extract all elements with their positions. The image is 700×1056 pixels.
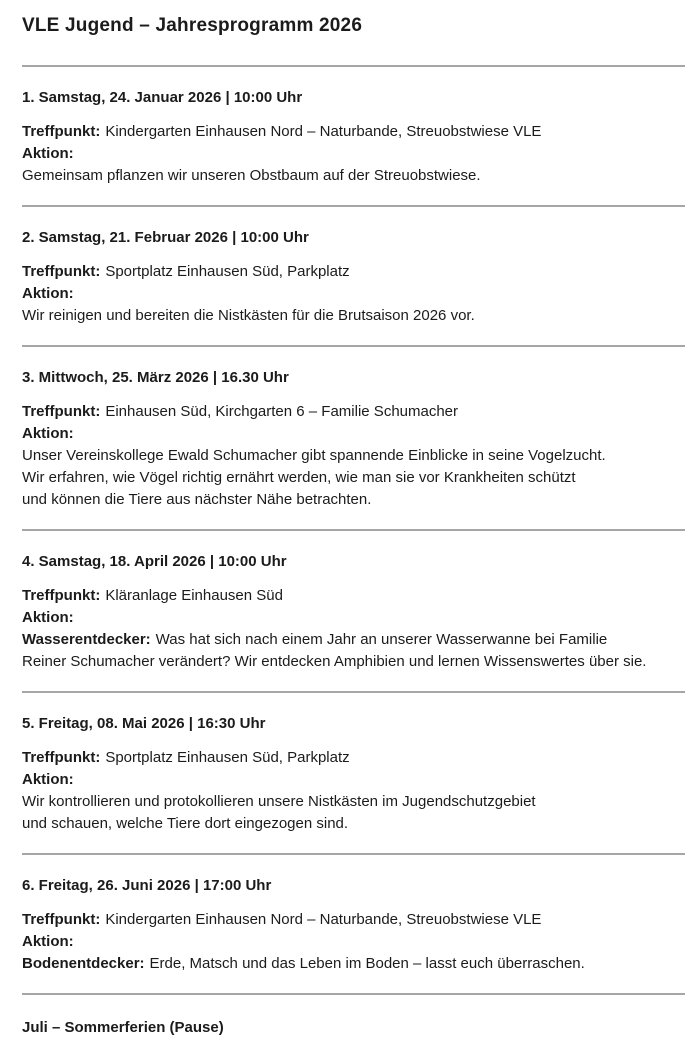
event-entry [22, 551, 685, 673]
treffpunkt-label: Treffpunkt: [22, 911, 101, 928]
divider [22, 691, 685, 693]
aktion-line: Reiner Schumacher verändert? Wir entdecken Amphibien und lernen Wissenswertes über sie. [22, 653, 647, 670]
divider [22, 65, 685, 67]
aktion-label: Aktion: [22, 933, 74, 950]
treffpunkt-label: Treffpunkt: [22, 749, 101, 766]
page-title: VLE Jugend – Jahresprogramm 2026 [22, 15, 363, 36]
treffpunkt-label: Treffpunkt: [22, 403, 101, 420]
aktion-line: und schauen, welche Tiere dort eingezogen sind. [22, 815, 349, 832]
aktion-line-text: Erde, Matsch und das Leben im Boden – lasst euch überraschen. [149, 955, 585, 972]
treffpunkt-label: Treffpunkt: [22, 263, 101, 280]
event-heading: 1. Samstag, 24. Januar 2026 | 10:00 Uhr [22, 89, 303, 106]
aktion-line: Wir reinigen und bereiten die Nistkästen für die Brutsaison 2026 vor. [22, 307, 475, 324]
treffpunkt-value: Sportplatz Einhausen Süd, Parkplatz [105, 263, 350, 280]
treffpunkt-line [22, 747, 685, 769]
aktion-label: Aktion: [22, 285, 74, 302]
aktion-line: Gemeinsam pflanzen wir unseren Obstbaum auf der Streuobstwiese. [22, 167, 481, 184]
aktion-line-text: Was hat sich nach einem Jahr an unserer Wasserwanne bei Familie [155, 631, 608, 648]
event-entry [22, 875, 685, 975]
treffpunkt-line [22, 585, 685, 607]
aktion-line [22, 953, 685, 975]
divider [22, 853, 685, 855]
aktion-label: Aktion: [22, 609, 74, 626]
aktion-line [22, 629, 685, 651]
event-heading: 5. Freitag, 08. Mai 2026 | 16:30 Uhr [22, 715, 266, 732]
treffpunkt-label: Treffpunkt: [22, 587, 101, 604]
event-heading: 2. Samstag, 21. Februar 2026 | 10:00 Uhr [22, 229, 309, 246]
aktion-label: Aktion: [22, 425, 74, 442]
event-heading: 3. Mittwoch, 25. März 2026 | 16.30 Uhr [22, 369, 289, 386]
aktion-label: Aktion: [22, 771, 74, 788]
aktion-lead-label: Bodenentdecker: [22, 955, 145, 972]
event-heading: 4. Samstag, 18. April 2026 | 10:00 Uhr [22, 553, 287, 570]
event-entry [22, 713, 685, 835]
treffpunkt-label: Treffpunkt: [22, 123, 101, 140]
aktion-line: Unser Vereinskollege Ewald Schumacher gibt spannende Einblicke in seine Vogelzucht. [22, 447, 606, 464]
aktion-line: Wir kontrollieren und protokollieren unsere Nistkästen im Jugendschutzgebiet [22, 793, 536, 810]
divider [22, 345, 685, 347]
event-entry [22, 367, 685, 511]
treffpunkt-value: Kindergarten Einhausen Nord – Naturbande, Streuobstwiese VLE [105, 911, 542, 928]
treffpunkt-line [22, 261, 685, 283]
aktion-lead-label: Wasserentdecker: [22, 631, 151, 648]
treffpunkt-value: Einhausen Süd, Kirchgarten 6 – Familie Schumacher [105, 403, 459, 420]
divider [22, 993, 685, 995]
event-heading: 6. Freitag, 26. Juni 2026 | 17:00 Uhr [22, 877, 272, 894]
aktion-line: Wir erfahren, wie Vögel richtig ernährt werden, wie man sie vor Krankheiten schützt [22, 469, 576, 486]
event-entry [22, 227, 685, 327]
divider [22, 529, 685, 531]
treffpunkt-value: Sportplatz Einhausen Süd, Parkplatz [105, 749, 350, 766]
treffpunkt-line [22, 121, 685, 143]
aktion-line: und können die Tiere aus nächster Nähe betrachten. [22, 491, 372, 508]
treffpunkt-value: Kindergarten Einhausen Nord – Naturbande, Streuobstwiese VLE [105, 123, 542, 140]
aktion-label: Aktion: [22, 145, 74, 162]
summer-break-note: Juli – Sommerferien (Pause) [22, 1019, 224, 1036]
treffpunkt-line [22, 909, 685, 931]
treffpunkt-value: Kläranlage Einhausen Süd [105, 587, 283, 604]
treffpunkt-line [22, 401, 685, 423]
divider [22, 205, 685, 207]
event-entry [22, 87, 685, 187]
